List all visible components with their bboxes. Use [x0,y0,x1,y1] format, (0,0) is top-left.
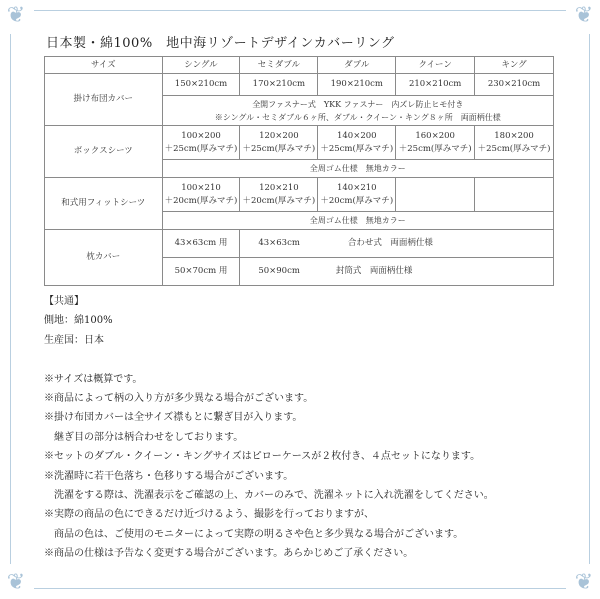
cell-gusset: ＋20cm(厚みマチ) [242,195,316,206]
frame-bottom-line [34,588,566,589]
cell-size: 140×210 [336,182,377,193]
wa-sheet-note: 全周ゴム仕様 無地カラー [162,212,553,230]
table-cell: 合わせ式 両面柄仕様 [318,230,554,258]
table-row [45,230,554,258]
table-row [45,74,554,96]
cell-gusset: ＋20cm(厚みマチ) [164,195,238,206]
table-cell [240,178,318,212]
table-cell: 50×70cm 用 [162,258,240,286]
frame-left-line [10,34,11,564]
header-size: サイズ [45,57,163,74]
row-label-kakefuton: 掛け布団カバー [45,74,163,126]
common-material: 側地：綿100% [44,315,113,327]
table-cell [396,126,475,160]
note-line: ※商品の仕様は予告なく変更する場合がございます。あらかじめご了承ください。 [44,548,414,560]
row-label-box-sheet: ボックスシーツ [45,126,163,178]
corner-ornament-icon: ❦ [6,570,26,595]
table-cell [240,126,318,160]
table-cell [318,178,396,212]
corner-ornament-icon: ❦ [574,3,594,28]
table-row [45,178,554,212]
frame-right-line [589,34,590,564]
table-cell: 190×210cm [318,74,396,96]
table-cell-empty [475,178,554,212]
cell-gusset: ＋25cm(厚みマチ) [320,143,394,154]
table-cell: 43×63cm [240,230,318,258]
note-line: 継ぎ目の部分は柄合わせをしております。 [44,431,244,443]
cell-gusset: ＋25cm(厚みマチ) [164,143,238,154]
table-cell [475,126,554,160]
cell-size: 100×210 [181,182,221,193]
note-line: ※掛け布団カバーは全サイズ襟もとに繋ぎ目が入ります。 [44,412,303,424]
table-cell: 210×210cm [396,74,475,96]
common-origin: 生産国：日本 [44,334,104,346]
spacer [44,350,494,369]
cell-gusset: ＋20cm(厚みマチ) [320,195,394,206]
note-line: ※実際の商品の色にできるだけ近づけるよう、撮影を行っておりますが、 [44,509,374,521]
page-title: 日本製・綿100% 地中海リゾートデザインカバーリング [46,36,395,51]
header-double: ダブル [318,57,396,74]
corner-ornament-icon: ❦ [6,3,26,28]
note-line: ※商品によって柄の入り方が多少異なる場合がございます。 [44,392,314,404]
table-cell-empty [396,178,475,212]
cell-gusset: ＋25cm(厚みマチ) [398,143,472,154]
table-cell: 230×210cm [475,74,554,96]
kakefuton-note-2: ※シングル・セミダブル６ヶ所、ダブル・クイーン・キング８ヶ所 両面柄仕様 [214,112,501,122]
header-single: シングル [162,57,240,74]
row-label-pillow: 枕カバー [45,230,163,286]
frame-top-line [34,10,566,11]
notes-section [44,292,494,563]
kakefuton-note-1: 全開ファスナー式 YKK ファスナー 内ズレ防止ヒモ付き [252,99,464,109]
note-line: 洗濯をする際は、洗濯表示をご確認の上、カバーのみで、洗濯ネットに入れ洗濯をしてください。 [44,489,494,501]
note-line: 商品の色は、ご使用のモニターによって実際の明るさや色と多少異なる場合がございます。 [44,528,464,540]
cell-size: 140×200 [336,130,377,141]
table-cell: 170×210cm [240,74,318,96]
note-line: ※洗濯時に若干色落ち・色移りする場合がございます。 [44,470,294,482]
table-row [45,126,554,160]
note-line: ※セットのダブル・クイーン・キングサイズはピローケースが２枚付き、４点セットになります。 [44,451,481,463]
size-spec-table [44,56,554,286]
box-sheet-note: 全周ゴム仕様 無地カラー [162,160,553,178]
header-king: キング [475,57,554,74]
table-cell: 150×210cm [162,74,240,96]
cell-size: 160×200 [415,130,455,141]
header-queen: クイーン [396,57,475,74]
cell-gusset: ＋25cm(厚みマチ) [242,143,316,154]
cell-size: 180×200 [494,130,534,141]
table-cell [162,178,240,212]
table-cell: 50×90cm [240,258,318,286]
table-cell [162,126,240,160]
common-heading: 【共通】 [44,296,84,307]
cell-size: 120×210 [259,182,299,193]
corner-ornament-icon: ❦ [574,570,594,595]
table-cell [318,126,396,160]
table-cell: 43×63cm 用 [162,230,240,258]
note-line: ※サイズは概算です。 [44,373,143,385]
cell-size: 120×200 [259,130,299,141]
table-header-row [45,57,554,74]
header-semidouble: セミダブル [240,57,318,74]
table-cell: 封筒式 両面柄仕様 [318,258,554,286]
cell-size: 100×200 [181,130,221,141]
row-label-wa-fitted-sheet: 和式用フィットシーツ [45,178,163,230]
kakefuton-notes [162,96,553,126]
cell-gusset: ＋25cm(厚みマチ) [477,143,551,154]
